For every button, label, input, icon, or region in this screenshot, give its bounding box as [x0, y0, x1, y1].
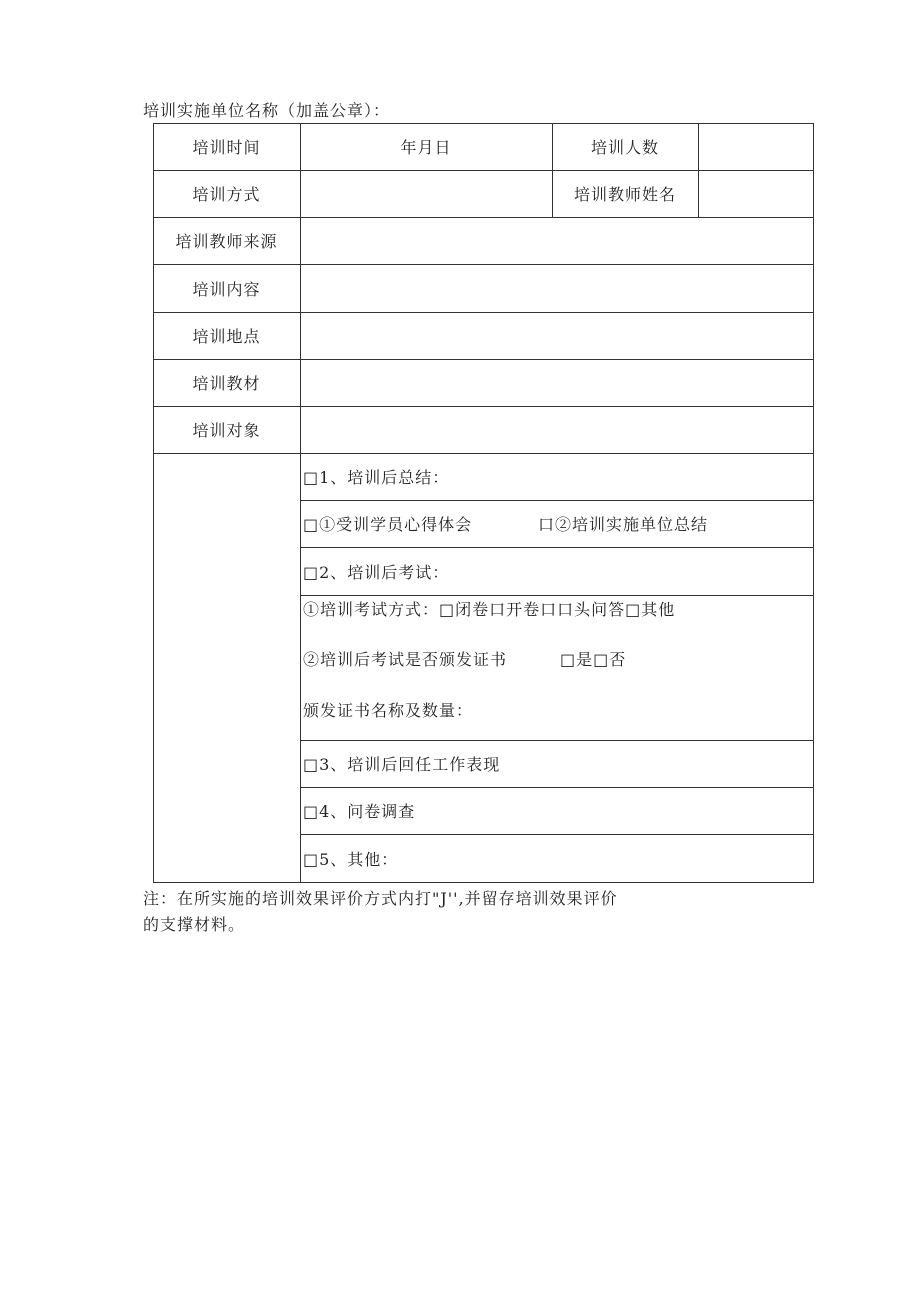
table-rule — [813, 123, 814, 882]
teacher-name-label: 培训教师姓名 — [573, 185, 676, 204]
footnote-line-1: 注：在所实施的培训效果评价方式内打"J'',并留存培训效果评价 — [143, 889, 618, 908]
teacher-source-field[interactable] — [300, 217, 813, 264]
certificate-yes-no-options[interactable]: □是□否 — [560, 649, 627, 669]
exam-method-options[interactable]: ①培训考试方式：□闭卷口开卷口口头问答□其他 — [303, 599, 676, 619]
eval-trainee-reflection-checkbox[interactable]: □①受训学员心得体会 — [303, 515, 473, 534]
training-location-field[interactable] — [300, 312, 813, 359]
training-date-field[interactable]: 年月日 — [400, 138, 452, 157]
eval-summary-checkbox[interactable]: □1、培训后总结： — [303, 468, 450, 487]
training-content-field[interactable] — [300, 264, 813, 312]
eval-exam-checkbox[interactable]: □2、培训后考试： — [303, 562, 450, 582]
training-materials-label: 培训教材 — [192, 374, 261, 393]
certificate-question: ②培训后考试是否颁发证书 — [303, 649, 508, 669]
training-materials-field[interactable] — [300, 359, 813, 406]
training-location-label: 培训地点 — [192, 327, 261, 346]
teacher-source-label: 培训教师来源 — [175, 232, 278, 251]
certificate-name-quantity-label: 颁发证书名称及数量： — [303, 700, 474, 720]
trainee-count-label: 培训人数 — [590, 138, 659, 157]
training-method-field[interactable] — [300, 170, 552, 217]
unit-name-label: 培训实施单位名称（加盖公章）： — [143, 101, 391, 120]
table-rule — [153, 882, 814, 883]
footnote-line-2: 的支撑材料。 — [143, 915, 246, 934]
training-audience-field[interactable] — [300, 406, 813, 453]
eval-unit-summary-checkbox[interactable]: 口②培训实施单位总结 — [538, 515, 709, 534]
training-time-label: 培训时间 — [192, 138, 261, 157]
trainee-count-field[interactable] — [698, 123, 813, 170]
training-audience-label: 培训对象 — [192, 421, 261, 440]
teacher-name-field[interactable] — [698, 170, 813, 217]
training-method-label: 培训方式 — [192, 185, 261, 204]
eval-other-checkbox[interactable]: □5、其他： — [303, 849, 399, 869]
table-rule — [153, 453, 814, 454]
eval-questionnaire-checkbox[interactable]: □4、问卷调查 — [303, 802, 416, 821]
training-content-label: 培训内容 — [192, 279, 261, 299]
eval-work-performance-checkbox[interactable]: □3、培训后回任工作表现 — [303, 755, 501, 774]
